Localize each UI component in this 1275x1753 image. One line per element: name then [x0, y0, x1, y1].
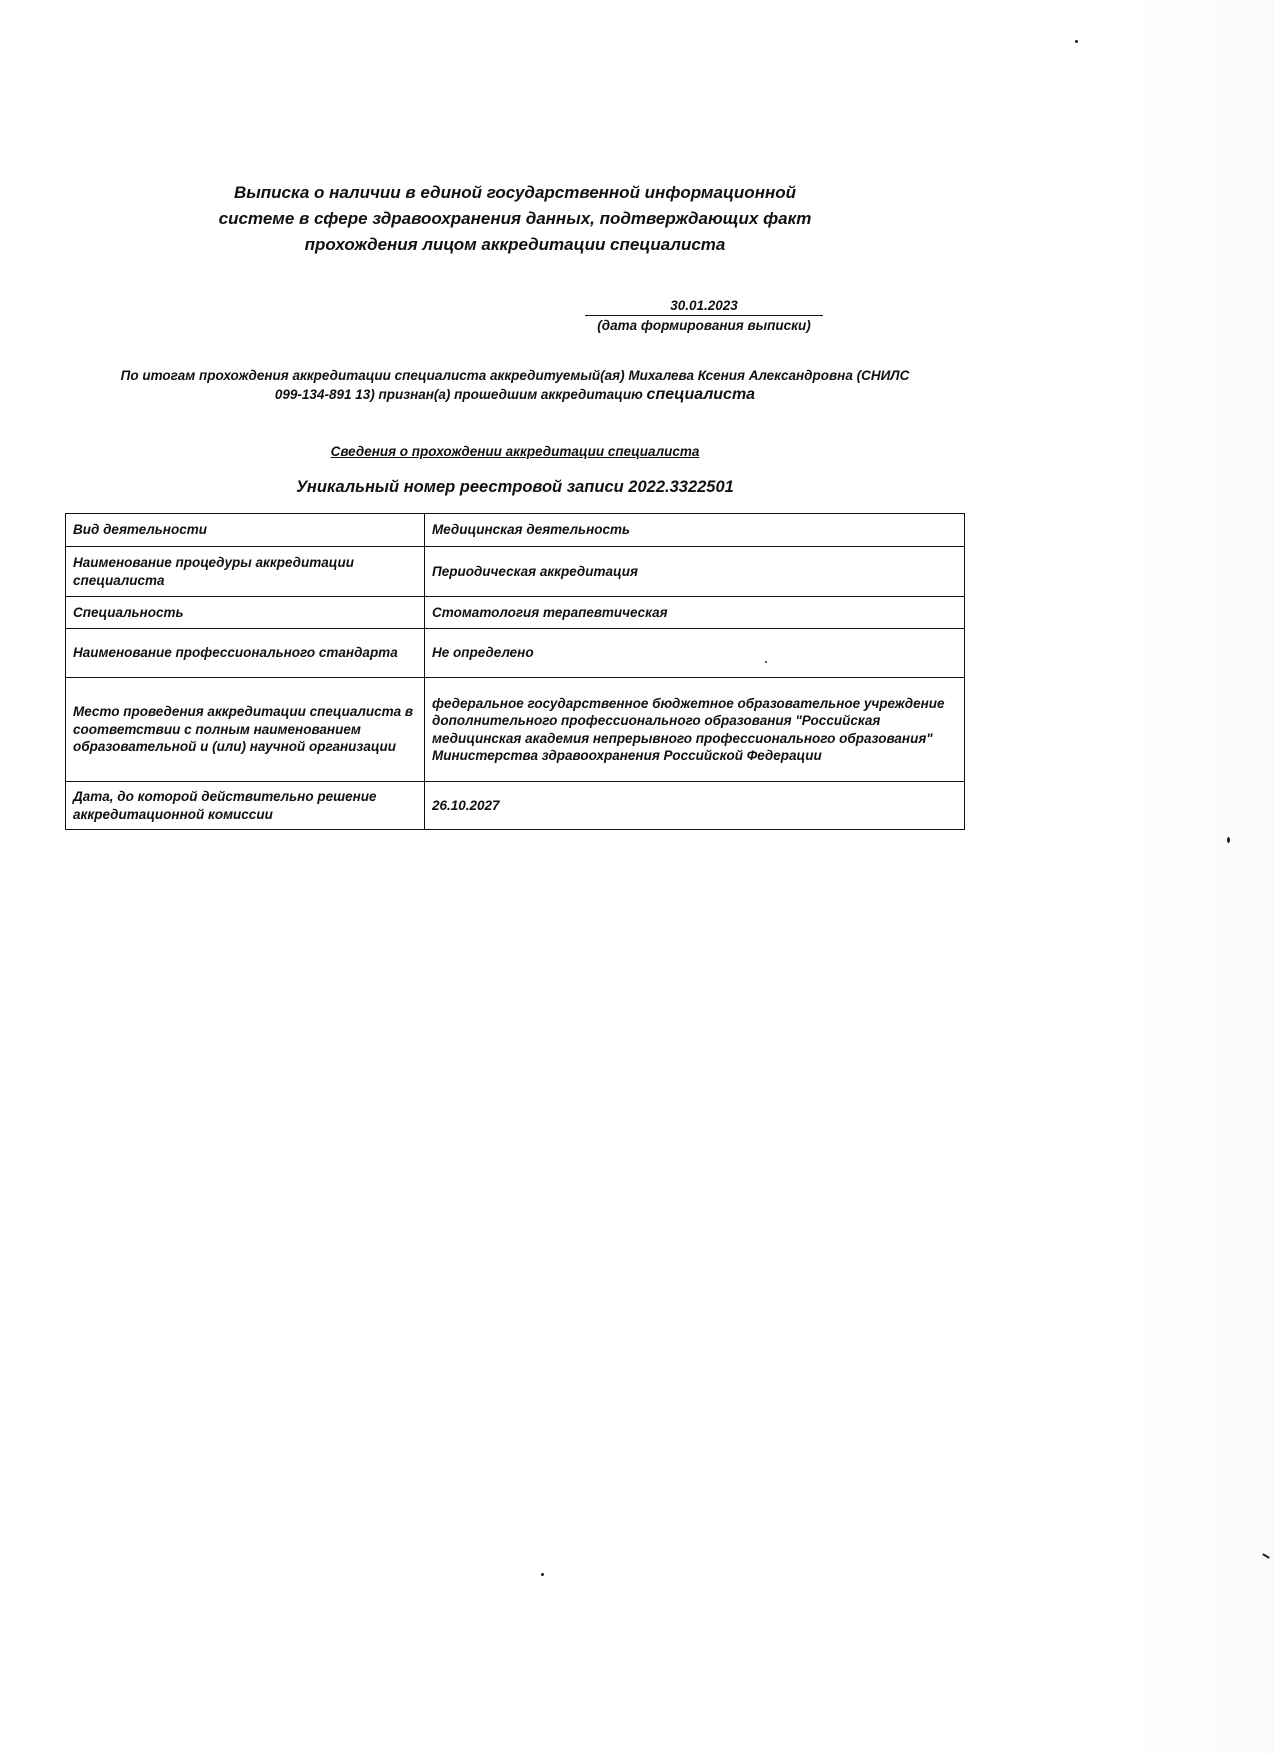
row-value: Медицинская деятельность [425, 514, 965, 547]
row-value: Периодическая аккредитация [425, 547, 965, 597]
row-label: Дата, до которой действительно решение аккредитационной комиссии [66, 782, 425, 830]
registry-number: Уникальный номер реестровой записи 2022.3322501 [296, 478, 734, 496]
table-row [66, 514, 965, 547]
row-label: Место проведения аккредитации специалиста в соответствии с полным наименованием образовательной и (или) научной организации [66, 678, 425, 782]
row-value: 26.10.2027 [425, 782, 965, 830]
scan-speck [1227, 837, 1230, 843]
table-row [66, 678, 965, 782]
table-row [66, 782, 965, 830]
formation-date-block [585, 297, 823, 334]
title-line: системе в сфере здравоохранения данных, подтверждающих факт [218, 209, 812, 228]
row-label: Наименование профессионального стандарта [66, 629, 425, 678]
table-row [66, 597, 965, 629]
formation-date: 30.01.2023 [585, 297, 823, 316]
scan-speck [765, 661, 767, 663]
title-line: прохождения лицом аккредитации специалиста [304, 235, 726, 254]
intro-emphasis: специалиста [646, 386, 756, 403]
intro-line-text: 099-134-891 13) признан(а) прошедшим аккредитацию [274, 387, 643, 402]
table-row [66, 547, 965, 597]
title-line: Выписка о наличии в единой государственной информационной [233, 183, 796, 202]
scan-speck [1075, 40, 1078, 43]
row-value: федеральное государственное бюджетное образовательное учреждение дополнительного профессионального образования "Российская медицинская академия непрерывного профессионального образования" Министерства здравоохранения Российской Федерации [425, 678, 965, 782]
section-title: Сведения о прохождении аккредитации специалиста [330, 444, 700, 459]
formation-date-caption: (дата формирования выписки) [597, 318, 811, 333]
scan-edge-shading [1135, 0, 1275, 1753]
accreditation-info-table [65, 513, 965, 830]
intro-paragraph [66, 366, 964, 404]
table-row [66, 629, 965, 678]
row-value: Не определено [425, 629, 965, 678]
document-title [190, 180, 840, 258]
row-label: Специальность [66, 597, 425, 629]
intro-line: По итогам прохождения аккредитации специалиста аккредитуемый(ая) Михалева Ксения Александровна (СНИЛС [120, 368, 910, 383]
row-label: Наименование процедуры аккредитации специалиста [66, 547, 425, 597]
scan-speck [541, 1573, 544, 1576]
intro-line [66, 385, 964, 404]
row-value: Стоматология терапевтическая [425, 597, 965, 629]
row-label: Вид деятельности [66, 514, 425, 547]
